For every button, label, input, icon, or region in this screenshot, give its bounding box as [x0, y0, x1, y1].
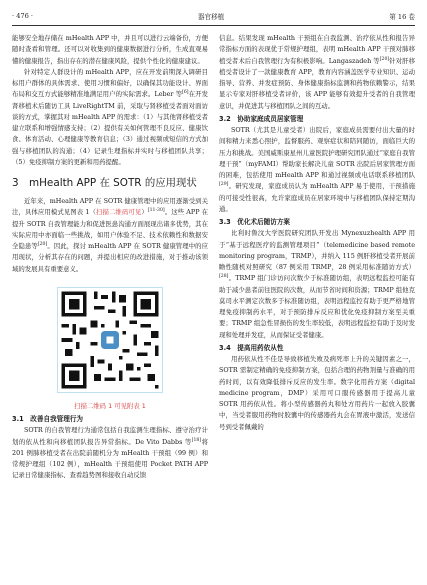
qr-link[interactable]: 扫描二维码可见 [96, 208, 142, 217]
section-heading: 3 mHealth APP 在 SOTR 的应用现状 [12, 177, 197, 189]
left-column [12, 33, 208, 482]
paragraph: SOTR（尤其是儿童受者）出院后，家庭成员需要付出大量的时间和精力来悉心照护，监督服药、观察症状和陪同随访，面临巨大的压力和挑战。美国威斯康星州儿童医院护理研究团队通过“家庭自我管理干预”（myFAMI）帮助家长解决儿童 SOTR 出院后居家管理方面的困难，包括使用 mHealth APP 和通过视频或电话联系移植团队[29]。研究发现，家庭成员认为 mHealth APP 易于使用，干预措施的可接受性很高，允许家庭成员在居家环境中与移植团队保持定期沟通。 [219, 126, 415, 213]
running-header [12, 10, 415, 22]
paragraph: 针对特定人群设计的 mHealth APP，应在开发前期深入调研目标用户群体的具体需求、使用习惯和偏好，以确保其功能设计、界面布局和交互方式能够精准地满足用户的实际需求。Leber 等[6]在开发肾移植术后随访工具 LiveRightTM 前，采取与肾移植受者面对面访谈的方式，掌握其对 mHealth APP 的需求：（1）与其他肾移植受者建立联系和增强情感支持；（2）提供有关如何管理不良反应、健康饮食、体育活动、心理健康等教育信息；（3）通过视频或短信的方式加强与移植团队的沟通；（4）记录生理指标并实时与移植团队共享；（5）免疫抑制方案的更新和用药提醒。 [12, 67, 209, 166]
paragraph: SOTR 的自我管理行为通常包括自我监测生理指标、遵守治疗计划的依从性和向移植团队报告异常指标。De Vito Dabbs 等[18]将 201 例肺移植受者在出院前随机分为 mHealth 干预组（99 例）和常规护理组（102 例），mHealth 干预组使用 Pocket PATH APP 记录日常健康指标、查看趋势图和接收自动反馈 [12, 426, 208, 480]
paragraph: 能够安全地存储在 mHealth APP 中，并且可以进行云端备份，方便随时查看和管理。还可以对收集到的健康数据进行分析，生成直观易懂的健康报告，指出存在的潜在健康风险，提供个性化的健康建议。 [12, 34, 208, 65]
right-column [219, 33, 415, 433]
header-rule [12, 25, 415, 26]
volume-label: 第 16 卷 [389, 13, 415, 21]
citation: [20] [379, 56, 390, 62]
subsection-heading: 3.1 改善自我管理行为 [12, 415, 84, 423]
citation: [28] [219, 274, 229, 280]
subsection-heading: 3.3 优化术后随访方案 [219, 218, 291, 226]
paragraph: 用药依从性不佳是导致移植失败及病死率上升的关键因素之一，SOTR 需制定精确的免疫抑制方案，包括合理的药物剂量与准确的用药时间，以有效降低排斥反应的发生率。数字化用药方案（digital medicine program，DMP）采用可口服传感器用于提高儿童 SOTR 用药依从性。将小型传感器药丸和处方用药片一起放入胶囊中，当受者服用药物时胶囊中的传感器药丸会在胃液中激活，发送信号到受者佩戴的 [219, 355, 415, 431]
paragraph: 近年来，mHealth APP 在 SOTR 健康管理中的应用逐渐受到关注，具体应用模式见图表 1（扫描二维码可见）[11-30]。这些 APP 在提升 SOTR 自我管理能力和促进医患沟通方面展现出诸多优势，其在实际应用中亦面临一些挑战，如用户体验不足、技术依赖性和数据安全隐患等[20]。因此，探讨 mHealth APP 在 SOTR 健康管理中的应用现状，分析其存在的问题，并提出相应的改进措施，对于推动该领域的发展具有重要意义。 [12, 197, 209, 273]
paragraph: 比利时鲁汶大学医院研究团队开发出 Mynexuzhealth APP 用于“基于远程医疗的监测管理项目”（telemedicine based remote monitoring program，TRMP），并纳入 115 例肝移植受者开展前瞻性随机对照研究（87 例采用 TRMP，28 例采用标准随访方式）[28]。TRMP 组门诊访问次数少于标准随访组，表明远程监控可能有助于减少患者前往医院的次数，从而节省时间和资源；TRMP 组他克莫司水平测定次数多于标准随访组，表明远程监控有助于更严格地管理免疫抑制药水平，对于预防排斥反应和优化免疫抑制方案至关重要；TRMP 组急性冒损伤的发生率较低，表明远程监控有助于及时发现和处理并发症，从而保证受者健康。 [219, 229, 415, 339]
journal-name: 器官移植 [197, 13, 225, 21]
subsection-heading: 3.4 提高用药依从性 [219, 343, 284, 352]
paragraph: 信息。结果发现 mHealth 干预组在自我监测、治疗依从性和报告异常指标方面的表现优于常规护理组，表明 mHealth APP 干预对肺移植受者术后自我管理行为有积极影响。Langaszadeh 等[20]针对肝移植受者设计了一款健康教育 APP，教育内容涵盖医学专业知识、运动指导、营养、并发症预防、身体健康指标监测和药物依赖警示，结果显示专家对肝移植受者评价，该 APP 能够有效提升受者的自我管理意识，并促进其与移植团队之间的互动。 [219, 34, 416, 110]
citation: [20] [37, 241, 48, 247]
citation: [29] [219, 182, 229, 188]
qr-code-figure [54, 287, 166, 412]
citation: [18] [191, 437, 202, 443]
qr-caption: 扫描二维码 1 可见附表 1 [74, 401, 146, 410]
qr-code-image[interactable] [57, 287, 163, 393]
page-number: · 476 · [12, 12, 33, 20]
citation: [11-30] [147, 208, 165, 214]
subsection-heading: 3.2 协助家庭成员居家管理 [219, 114, 304, 123]
citation: [6] [182, 90, 189, 96]
